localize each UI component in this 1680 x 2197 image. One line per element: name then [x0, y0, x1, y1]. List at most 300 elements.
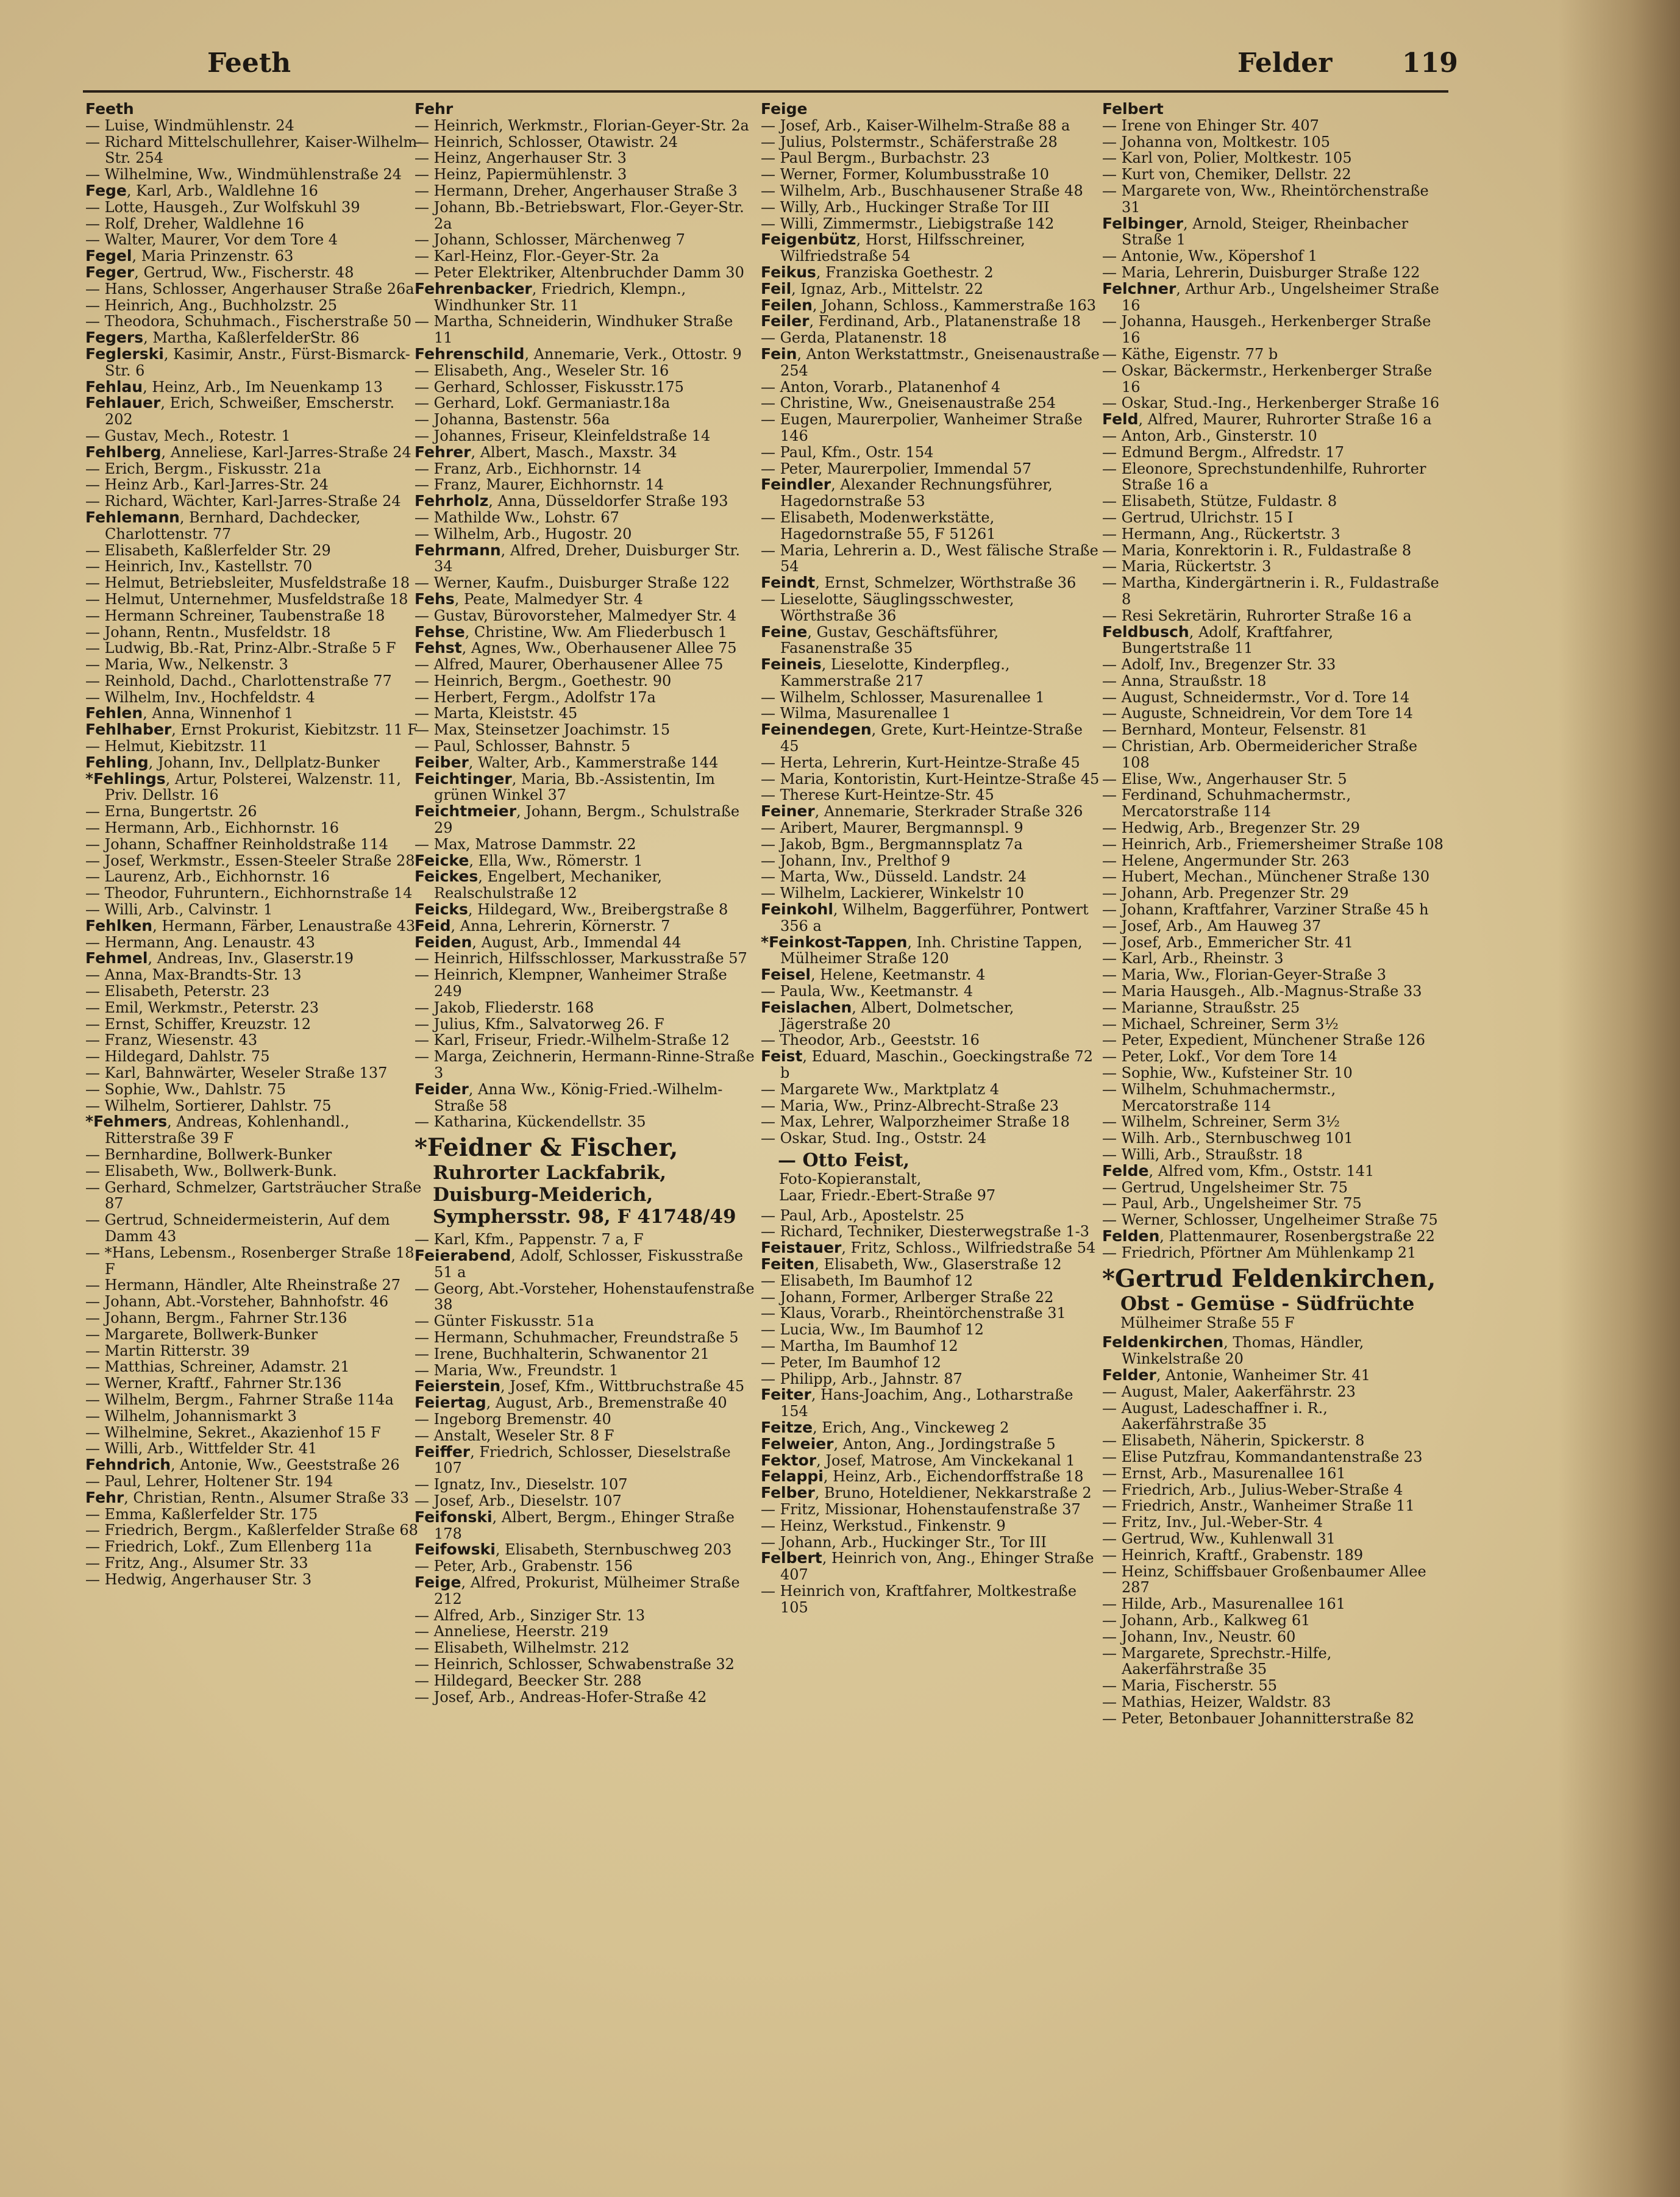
directory-entry: — Wilh. Arb., Sternbuschweg 101 — [1102, 1130, 1353, 1147]
directory-entry: — Adolf, Inv., Bregenzer Str. 33 — [1102, 656, 1336, 674]
entry-surname: Felbinger — [1102, 214, 1184, 232]
directory-entry: — Johann, Former, Arlberger Straße 22 — [761, 1288, 1054, 1306]
directory-entry: — Günter Fiskusstr. 51a — [415, 1312, 594, 1330]
entry-surname: Feicks — [415, 900, 468, 919]
entry-surname: Feige — [761, 101, 808, 118]
directory-entry: — Georg, Abt.-Vorsteher, Hohenstaufenstraße 38 — [415, 1280, 755, 1314]
directory-entry: Feigenbütz, Horst, Hilfsschreiner, Wilfriedstraße 54 — [761, 230, 1025, 265]
directory-entry: — Maria, Kontoristin, Kurt-Heintze-Straße 45 — [761, 770, 1100, 788]
directory-entry: — Wilhelm, Schlosser, Masurenallee 1 — [761, 688, 1045, 706]
entry-surname: Feider — [415, 1080, 469, 1098]
directory-entry: — Josef, Arb., Dieselstr. 107 — [415, 1492, 622, 1509]
directory-entry: Feichtinger, Maria, Bb.-Assistentin, Im grünen Winkel 37 — [415, 769, 715, 804]
entry-surname: Feikus — [761, 263, 816, 281]
entry-surname: Fehrmann — [415, 541, 501, 559]
directory-entry: — Heinrich von, Kraftfahrer, Moltkestraße 105 — [761, 1582, 1077, 1616]
directory-entry: Feldenkirchen, Thomas, Händler, Winkelstraße 20 — [1102, 1333, 1364, 1368]
directory-entry: — Johann, Inv., Prelthof 9 — [761, 852, 951, 869]
directory-entry: — Walter, Maurer, Vor dem Tore 4 — [85, 231, 338, 249]
directory-entry: — Josef, Arb., Andreas-Hofer-Straße 42 — [415, 1688, 707, 1706]
directory-entry: — Martin Ritterstr. 39 — [85, 1342, 250, 1359]
directory-entry: Felchner, Arthur Arb., Ungelsheimer Straße 16 — [1102, 279, 1439, 314]
entry-surname: Feiber — [415, 753, 469, 771]
entry-surname: Felbert — [1102, 101, 1164, 118]
directory-entry: — Elisabeth, Wilhelmstr. 212 — [415, 1639, 630, 1657]
directory-entry: — Mathias, Heizer, Waldstr. 83 — [1102, 1693, 1331, 1711]
directory-entry: Fehrer, Albert, Masch., Maxstr. 34 — [415, 443, 677, 461]
directory-entry: — Matthias, Schreiner, Adamstr. 21 — [85, 1358, 350, 1376]
directory-entry: — Ernst, Arb., Masurenallee 161 — [1102, 1464, 1346, 1482]
directory-entry: — Wilhelm, Sortierer, Dahlstr. 75 — [85, 1097, 332, 1114]
directory-entry: — Gerhard, Lokf. Germaniastr.18a — [415, 394, 671, 412]
directory-entry: — Erna, Bungertstr. 26 — [85, 803, 257, 821]
directory-entry: — Ignatz, Inv., Dieselstr. 107 — [415, 1476, 628, 1494]
directory-entry: — Elisabeth, Näherin, Spickerstr. 8 — [1102, 1432, 1365, 1450]
directory-entry: — Christine, Ww., Gneisenaustraße 254 — [761, 394, 1056, 412]
directory-entry: Feinkohl, Wilhelm, Baggerführer, Pontwert 356 a — [761, 900, 1089, 935]
directory-entry: — Peter, Arb., Grabenstr. 156 — [415, 1558, 633, 1575]
directory-entry: — Heinz Arb., Karl-Jarres-Str. 24 — [85, 476, 329, 494]
directory-entry: — Ludwig, Bb.-Rat, Prinz-Albr.-Straße 5 F — [85, 639, 396, 657]
directory-entry: — Theodor, Arb., Geeststr. 16 — [761, 1031, 980, 1049]
entry-surname: Feindt — [761, 574, 816, 592]
directory-entry: Feige, Alfred, Prokurist, Mülheimer Straße 212 — [415, 1573, 740, 1608]
directory-entry: *Fehmers, Andreas, Kohlenhandl., Ritterstraße 39 F — [85, 1113, 350, 1147]
directory-entry: — Wilma, Masurenallee 1 — [761, 705, 952, 722]
directory-entry: — Heinz, Angerhauser Str. 3 — [415, 149, 627, 167]
directory-entry: — Johann, Bb.-Betriebswart, Flor.-Geyer-Str. 2a — [415, 198, 744, 232]
directory-entry: — Hildegard, Beecker Str. 288 — [415, 1672, 642, 1689]
directory-entry: Feindler, Alexander Rechnungsführer, Hagedornstraße 53 — [761, 475, 1053, 510]
entry-surname: Feindler — [761, 475, 831, 494]
entry-surname: Feiertag — [415, 1394, 486, 1412]
directory-entry: Fegel, Maria Prinzenstr. 63 — [85, 247, 294, 265]
entry-surname: Feldbusch — [1102, 622, 1189, 641]
directory-entry: Feierstein, Josef, Kfm., Wittbruchstraße 45 — [415, 1377, 745, 1395]
column-2 — [415, 101, 756, 2174]
directory-entry: — Johanna von, Moltkestr. 105 — [1102, 133, 1330, 151]
directory-entry: — Helmut, Unternehmer, Musfeldstraße 18 — [85, 590, 408, 608]
directory-entry: — Peter, Betonbauer Johannitterstraße 82 — [1102, 1709, 1415, 1727]
entry-surname: Fehs — [415, 589, 455, 608]
directory-entry: — Anton, Arb., Ginsterstr. 10 — [1102, 427, 1317, 444]
entry-surname: Feglerski — [85, 344, 164, 363]
directory-entry: — Hermann Schreiner, Taubenstraße 18 — [85, 607, 385, 624]
directory-entry: — Antonie, Ww., Köpershof 1 — [1102, 247, 1318, 265]
directory-entry: Fehlau, Heinz, Arb., Im Neuenkamp 13 — [85, 377, 383, 396]
directory-entry: — Elise Putzfrau, Kommandantenstraße 23 — [1102, 1448, 1423, 1465]
directory-entry: — Peter, Lokf., Vor dem Tore 14 — [1102, 1048, 1337, 1066]
advertisement-line: Foto-Kopieranstalt, — [779, 1170, 922, 1188]
directory-entry: Feist, Eduard, Maschin., Goeckingstraße 72 b — [761, 1047, 1093, 1082]
directory-entry: Feld, Alfred, Maurer, Ruhrorter Straße 16 a — [1102, 410, 1432, 429]
directory-entry: Feldbusch, Adolf, Kraftfahrer, Bungertstraße 11 — [1102, 622, 1334, 657]
directory-entry: Feiffer, Friedrich, Schlosser, Dieselstraße 107 — [415, 1442, 731, 1477]
directory-entry: — Heinrich, Kraftf., Grabenstr. 189 — [1102, 1546, 1364, 1564]
entry-surname: Fehst — [415, 639, 462, 657]
advertisement-title: *Gertrud Feldenkirchen, — [1102, 1264, 1436, 1293]
directory-entry: Feider, Anna Ww., König-Fried.-Wilhelm-Straße 58 — [415, 1080, 723, 1114]
directory-entry: — Philipp, Arb., Jahnstr. 87 — [761, 1370, 963, 1387]
directory-entry: Fehrenschild, Annemarie, Verk., Ottostr. 9 — [415, 344, 742, 363]
entry-surname: *Fehmers — [85, 1113, 168, 1131]
advertisement-line: Obst - Gemüse - Südfrüchte — [1120, 1292, 1415, 1315]
directory-entry: — Edmund Bergm., Alfredstr. 17 — [1102, 443, 1345, 461]
directory-entry: — Reinhold, Dachd., Charlottenstraße 77 — [85, 672, 392, 689]
directory-entry: — Kurt von, Chemiker, Dellstr. 22 — [1102, 166, 1351, 183]
directory-entry: — Anneliese, Heerstr. 219 — [415, 1623, 609, 1640]
directory-entry: — Elisabeth, Modenwerkstätte, Hagedornstraße 55, F 51261 — [761, 508, 996, 543]
running-head-left: Feeth — [207, 48, 291, 79]
directory-entry: — Gerhard, Schlosser, Fiskusstr.175 — [415, 378, 684, 396]
directory-entry: Felbert, Heinrich von, Ang., Ehinger Straße 407 — [761, 1549, 1094, 1584]
directory-entry: — Peter Elektriker, Altenbruchder Damm 30 — [415, 263, 744, 281]
directory-entry: — Franz, Maurer, Eichhornstr. 14 — [415, 476, 664, 494]
directory-entry: Fehrholz, Anna, Düsseldorfer Straße 193 — [415, 492, 728, 510]
directory-entry: — Maria Hausgeh., Alb.-Magnus-Straße 33 — [1102, 983, 1422, 1000]
directory-entry: — Wilhelmine, Sekret., Akazienhof 15 F — [85, 1423, 381, 1441]
column-3 — [761, 101, 1102, 2174]
directory-entry: — Hedwig, Arb., Bregenzer Str. 29 — [1102, 819, 1361, 837]
entry-surname: Feichtmeier — [415, 802, 517, 821]
directory-entry: — Jakob, Bgm., Bergmannsplatz 7a — [761, 835, 1023, 853]
directory-entry: Feitze, Erich, Ang., Vinckeweg 2 — [761, 1418, 1009, 1436]
entry-surname: Feinkohl — [761, 900, 833, 919]
directory-entry: — Klaus, Vorarb., Rheintörchenstraße 31 — [761, 1305, 1066, 1322]
entry-surname: Feist — [761, 1047, 803, 1066]
directory-entry: Felden, Plattenmaurer, Rosenbergstraße 22 — [1102, 1227, 1435, 1245]
directory-entry: — Peter, Im Baumhof 12 — [761, 1353, 941, 1371]
directory-entry: — Wilhelm, Lackierer, Winkelstr 10 — [761, 885, 1024, 902]
directory-entry: — Elisabeth, Kaßlerfelder Str. 29 — [85, 541, 331, 559]
directory-entry: Feilen, Johann, Schloss., Kammerstraße 163 — [761, 296, 1097, 314]
directory-entry: — Maria, Lehrerin, Duisburger Straße 122 — [1102, 263, 1420, 281]
directory-entry: — Paul, Schlosser, Bahnstr. 5 — [415, 738, 630, 755]
advertisement-title: — Otto Feist, — [778, 1150, 910, 1171]
advertisement-line: Duisburg-Meiderich, — [433, 1184, 653, 1206]
entry-surname: Fegel — [85, 247, 132, 265]
directory-entry: — Heinrich, Inv., Kastellstr. 70 — [85, 558, 313, 575]
directory-entry: — Martha, Kindergärtnerin i. R., Fuldastraße 8 — [1102, 574, 1439, 608]
directory-entry: — Friedrich, Anstr., Wanheimer Straße 11 — [1102, 1497, 1415, 1515]
entry-surname: Feine — [761, 622, 808, 641]
directory-entry: — Johann, Kraftfahrer, Varziner Straße 45 h — [1102, 901, 1429, 919]
entry-surname: Feisel — [761, 966, 811, 984]
directory-entry — [1102, 101, 1443, 118]
directory-entry: Feickes, Engelbert, Mechaniker, Realschulstraße 12 — [415, 867, 662, 902]
entry-surname: Fehrenbacker — [415, 279, 532, 297]
directory-entry: — Richard, Wächter, Karl-Jarres-Straße 24 — [85, 493, 401, 510]
directory-entry: — August, Ladeschaffner i. R., Aakerfährstraße 35 — [1102, 1399, 1328, 1433]
header-rule — [83, 90, 1448, 93]
directory-entry: Feicks, Hildegard, Ww., Breibergstraße 8 — [415, 900, 728, 919]
directory-entry: — Johann, Arb. Pregenzer Str. 29 — [1102, 885, 1349, 902]
entry-surname: Feld — [1102, 410, 1139, 429]
entry-surname: Feislachen — [761, 998, 852, 1016]
entry-surname: Fehlken — [85, 916, 153, 935]
directory-entry: Feiler, Ferdinand, Arb., Platanenstraße 18 — [761, 312, 1081, 330]
directory-entry: Fehrmann, Alfred, Dreher, Duisburger Str. 34 — [415, 541, 740, 575]
directory-entry: — Rolf, Dreher, Waldlehne 16 — [85, 215, 304, 232]
book-spine-shadow — [1558, 0, 1680, 2197]
entry-surname: Feitze — [761, 1418, 813, 1436]
entry-surname: Feeth — [85, 101, 134, 118]
entry-surname: Feifowski — [415, 1540, 496, 1559]
directory-entry: Fege, Karl, Arb., Waldlehne 16 — [85, 181, 318, 199]
directory-entry: — Anna, Max-Brandts-Str. 13 — [85, 966, 302, 984]
directory-entry: Feid, Anna, Lehrerin, Körnerstr. 7 — [415, 916, 671, 935]
directory-entry: Feiten, Elisabeth, Ww., Glaserstraße 12 — [761, 1255, 1062, 1273]
directory-entry: — Maria, Rückertstr. 3 — [1102, 558, 1272, 575]
directory-entry: — Paul, Lehrer, Holtener Str. 194 — [85, 1472, 333, 1490]
directory-entry: — Franz, Arb., Eichhornstr. 14 — [415, 460, 641, 477]
directory-entry: — Maria, Lehrerin a. D., West fälische Straße 54 — [761, 541, 1098, 575]
entry-surname: Felweier — [761, 1434, 834, 1453]
directory-entry: — Heinrich, Bergm., Goethestr. 90 — [415, 672, 672, 689]
directory-entry: — Max, Matrose Dammstr. 22 — [415, 835, 636, 853]
directory-entry — [85, 101, 427, 118]
directory-entry: — Resi Sekretärin, Ruhrorter Straße 16 a — [1102, 607, 1412, 624]
directory-entry: Fehse, Christine, Ww. Am Fliederbusch 1 — [415, 622, 727, 641]
directory-entry: Feislachen, Albert, Dolmetscher, Jägerstraße 20 — [761, 998, 1014, 1033]
entry-surname: Fehmel — [85, 949, 148, 967]
directory-entry: — *Hans, Lebensm., Rosenberger Straße 18 F — [85, 1244, 415, 1278]
directory-entry: — Gertrud, Ww., Kuhlenwall 31 — [1102, 1529, 1336, 1547]
directory-entry: — Willi, Zimmermstr., Liebigstraße 142 — [761, 215, 1055, 232]
directory-entry: Feicke, Ella, Ww., Römerstr. 1 — [415, 851, 643, 869]
directory-entry: — Hermann, Arb., Eichhornstr. 16 — [85, 819, 340, 837]
directory-entry: Feger, Gertrud, Ww., Fischerstr. 48 — [85, 263, 354, 281]
directory-entry: — Martha, Im Baumhof 12 — [761, 1337, 958, 1355]
directory-entry: — Max, Steinsetzer Joachimstr. 15 — [415, 721, 671, 739]
entry-surname: Feiden — [415, 933, 472, 951]
directory-entry: — Gertrud, Schneidermeisterin, Auf dem Damm 43 — [85, 1211, 390, 1245]
directory-entry: — Wilhelm, Schuhmachermstr., Mercatorstraße 114 — [1102, 1080, 1336, 1114]
entry-surname: Feinendegen — [761, 721, 872, 739]
directory-entry: — Heinrich, Klempner, Wanheimer Straße 249 — [415, 966, 727, 1000]
directory-entry: — Karl, Bahnwärter, Weseler Straße 137 — [85, 1064, 388, 1082]
directory-entry: Fehlauer, Erich, Schweißer, Emscherstr. 202 — [85, 394, 395, 429]
directory-entry: — Richard Mittelschullehrer, Kaiser-Wilhelm-Str. 254 — [85, 133, 422, 167]
directory-entry: — Aribert, Maurer, Bergmannspl. 9 — [761, 819, 1023, 837]
directory-entry: — Erich, Bergm., Fiskusstr. 21a — [85, 460, 321, 477]
directory-entry: — Anstalt, Weseler Str. 8 F — [415, 1426, 614, 1444]
directory-entry: — Fritz, Missionar, Hohenstaufenstraße 37 — [761, 1500, 1081, 1518]
directory-entry: — Paul, Kfm., Ostr. 154 — [761, 443, 934, 461]
advertisement-line: Symphersstr. 98, F 41748/49 — [433, 1206, 736, 1228]
directory-entry: — Martha, Schneiderin, Windhuker Straße 11 — [415, 313, 733, 347]
directory-entry: — Irene von Ehinger Str. 407 — [1102, 116, 1319, 134]
directory-entry: — Theodor, Fuhruntern., Eichhornstraße 14 — [85, 885, 413, 902]
directory-entry — [761, 101, 1102, 118]
directory-entry: — Margarete, Bollwerk-Bunker — [85, 1325, 318, 1343]
entry-surname: Fehlemann — [85, 508, 180, 526]
directory-entry: — Heinrich, Arb., Friemersheimer Straße 108 — [1102, 835, 1443, 853]
entry-surname: Fehlen — [85, 704, 143, 722]
directory-entry: — Gerda, Platanenstr. 18 — [761, 329, 947, 347]
directory-entry: — Helene, Angermunder Str. 263 — [1102, 852, 1350, 869]
entry-surname: Feickes — [415, 867, 479, 886]
entry-surname: Felder — [1102, 1366, 1156, 1384]
directory-entry: — Gerhard, Schmelzer, Gartsträucher Straße 87 — [85, 1178, 422, 1212]
directory-entry: — Jakob, Fliederstr. 168 — [415, 999, 594, 1016]
directory-entry: — Karl, Friseur, Friedr.-Wilhelm-Straße 12 — [415, 1031, 730, 1049]
directory-entry: — Herta, Lehrerin, Kurt-Heintze-Straße 45 — [761, 753, 1080, 771]
directory-entry: — Luise, Windmühlenstr. 24 — [85, 116, 294, 134]
directory-entry: Fegers, Martha, KaßlerfelderStr. 86 — [85, 329, 360, 347]
directory-entry: — Elisabeth, Stütze, Fuldastr. 8 — [1102, 493, 1337, 510]
directory-entry: — August, Schneidermstr., Vor d. Tore 14 — [1102, 688, 1410, 706]
advertisement-entry — [761, 1150, 1102, 1204]
directory-entry: — Eugen, Maurerpolier, Wanheimer Straße 146 — [761, 411, 1083, 444]
page-number: 119 — [1402, 48, 1458, 79]
directory-entry: — Karl, Kfm., Pappenstr. 7 a, F — [415, 1231, 644, 1248]
directory-entry: — Marga, Zeichnerin, Hermann-Rinne-Straße 3 — [415, 1048, 755, 1082]
directory-entry: Fehr, Christian, Rentn., Alsumer Straße 33 — [85, 1488, 409, 1506]
directory-entry: — Hans, Schlosser, Angerhauser Straße 26a — [85, 280, 415, 297]
entry-surname: Feicke — [415, 851, 469, 869]
directory-entry: — Werner, Kaufm., Duisburger Straße 122 — [415, 574, 730, 592]
directory-entry: — Heinz, Papiermühlenstr. 3 — [415, 166, 627, 183]
directory-entry: Feinendegen, Grete, Kurt-Heintze-Straße 45 — [761, 721, 1083, 755]
directory-entry: Fehlberg, Anneliese, Karl-Jarres-Straße 24 — [85, 443, 411, 461]
directory-entry: — Helmut, Kiebitzstr. 11 — [85, 738, 268, 755]
directory-entry: Fehlen, Anna, Winnenhof 1 — [85, 704, 294, 722]
advertisement-line: Ruhrorter Lackfabrik, — [433, 1162, 667, 1184]
directory-entry: Felde, Alfred vom, Kfm., Oststr. 141 — [1102, 1161, 1375, 1180]
directory-entry: — Christian, Arb. Obermeidericher Straße 108 — [1102, 738, 1418, 771]
entry-surname: Fehrer — [415, 443, 471, 461]
directory-entry: — Josef, Arb., Kaiser-Wilhelm-Straße 88 a — [761, 116, 1070, 134]
directory-entry: Fein, Anton Werkstattmstr., Gneisenaustraße 254 — [761, 344, 1100, 379]
directory-entry: *Fehlings, Artur, Polsterei, Walzenstr. 11, Priv. Dellstr. 16 — [85, 769, 402, 804]
entry-surname: Fehrholz — [415, 492, 489, 510]
entry-surname: Feiter — [761, 1386, 811, 1404]
directory-entry: Feifowski, Elisabeth, Sternbuschweg 203 — [415, 1540, 732, 1559]
directory-entry: — Lucia, Ww., Im Baumhof 12 — [761, 1321, 984, 1339]
directory-entry: — Maria, Ww., Freundstr. 1 — [415, 1361, 619, 1379]
directory-entry: — Elisabeth, Peterstr. 23 — [85, 983, 270, 1000]
directory-entry: — Karl, Arb., Rheinstr. 3 — [1102, 950, 1284, 967]
entry-surname: Felchner — [1102, 279, 1176, 297]
entry-surname: Feigenbütz — [761, 230, 856, 249]
directory-entry: — Johann, Arb., Huckinger Str., Tor III — [761, 1533, 1047, 1551]
directory-entry: Fehrenbacker, Friedrich, Klempn., Windhunker Str. 11 — [415, 279, 686, 314]
directory-entry: — Johannes, Friseur, Kleinfeldstraße 14 — [415, 427, 711, 444]
directory-entry: — Johann, Rentn., Musfeldstr. 18 — [85, 623, 331, 641]
directory-entry: — Laurenz, Arb., Eichhornstr. 16 — [85, 868, 330, 886]
directory-entry: — Willi, Arb., Calvinstr. 1 — [85, 901, 273, 919]
directory-entry: — Wilhelm, Schreiner, Serm 3½ — [1102, 1113, 1340, 1131]
directory-entry: — Friedrich, Pförtner Am Mühlenkamp 21 — [1102, 1244, 1417, 1261]
directory-entry: — Heinz, Schiffsbauer Großenbaumer Allee 287 — [1102, 1562, 1426, 1597]
directory-entry: — Oskar, Stud. Ing., Oststr. 24 — [761, 1130, 987, 1147]
directory-entry: — Bernhard, Monteur, Felsenstr. 81 — [1102, 721, 1368, 739]
directory-entry: — Josef, Werkmstr., Essen-Steeler Straße 28 — [85, 852, 415, 869]
entry-surname: Feldenkirchen — [1102, 1333, 1224, 1351]
directory-entry: — Emma, Kaßlerfelder Str. 175 — [85, 1505, 318, 1523]
directory-entry: — Margarete, Sprechstr.-Hilfe, Aakerfährstraße 35 — [1102, 1644, 1332, 1678]
directory-entry: — Hermann, Schuhmacher, Freundstraße 5 — [415, 1328, 739, 1346]
directory-entry: *Feinkost-Tappen, Inh. Christine Tappen, Mülheimer Straße 120 — [761, 933, 1083, 967]
entry-surname: Feierabend — [415, 1247, 511, 1264]
directory-entry: — Maria, Ww., Florian-Geyer-Straße 3 — [1102, 966, 1386, 984]
directory-entry: — Sophie, Ww., Dahlstr. 75 — [85, 1080, 287, 1098]
directory-entry: — Heinrich, Schlosser, Schwabenstraße 32 — [415, 1655, 735, 1673]
directory-entry: — Wilhelmine, Ww., Windmühlenstraße 24 — [85, 166, 402, 183]
directory-entry: — Hildegard, Dahlstr. 75 — [85, 1048, 270, 1066]
directory-entry: — Ferdinand, Schuhmachermstr., Mercatorstraße 114 — [1102, 786, 1351, 821]
entry-surname: Fehlauer — [85, 394, 161, 412]
directory-entry: — Elise, Ww., Angerhauser Str. 5 — [1102, 770, 1347, 788]
directory-entry: — Hermann, Dreher, Angerhauser Straße 3 — [415, 182, 738, 199]
directory-entry: — Karl-Heinz, Flor.-Geyer-Str. 2a — [415, 247, 660, 265]
directory-entry: — August, Maler, Aakerfährstr. 23 — [1102, 1383, 1356, 1400]
directory-entry: — Wilhelm, Bergm., Fahrner Straße 114a — [85, 1390, 394, 1408]
entry-surname: Fehling — [85, 753, 149, 771]
directory-entry: — Werner, Former, Kolumbusstraße 10 — [761, 166, 1049, 183]
directory-entry: Felbinger, Arnold, Steiger, Rheinbacher Straße 1 — [1102, 214, 1409, 249]
directory-entry: — Julius, Kfm., Salvatorweg 26. F — [415, 1015, 664, 1033]
directory-entry: — Heinz, Werkstud., Finkenstr. 9 — [761, 1517, 1006, 1534]
directory-entry: — Willy, Arb., Huckinger Straße Tor III — [761, 198, 1050, 216]
directory-entry: — Hubert, Mechan., Münchener Straße 130 — [1102, 868, 1430, 886]
directory-entry: — Fritz, Ang., Alsumer Str. 33 — [85, 1554, 308, 1572]
directory-entry: — Paul Bergm., Burbachstr. 23 — [761, 149, 990, 167]
directory-entry: — Friedrich, Lokf., Zum Ellenberg 11a — [85, 1538, 372, 1556]
directory-entry: — Maria, Ww., Prinz-Albrecht-Straße 23 — [761, 1097, 1059, 1114]
directory-entry: — Therese Kurt-Heintze-Str. 45 — [761, 786, 994, 804]
entry-surname: Feichtinger — [415, 769, 512, 788]
entry-surname: Felde — [1102, 1161, 1149, 1180]
entry-surname: Fehlau — [85, 377, 143, 396]
directory-entry: — Anton, Vorarb., Platanenhof 4 — [761, 378, 1001, 396]
directory-entry: — Käthe, Eigenstr. 77 b — [1102, 345, 1278, 363]
column-4 — [1102, 101, 1443, 2174]
directory-entry: — Sophie, Ww., Kufsteiner Str. 10 — [1102, 1064, 1353, 1082]
directory-entry: — Marta, Kleiststr. 45 — [415, 705, 578, 722]
entry-surname: Fehndrich — [85, 1456, 171, 1474]
directory-entry: — Johann, Schlosser, Märchenweg 7 — [415, 231, 685, 249]
directory-entry: Felber, Bruno, Hoteldiener, Nekkarstraße 2 — [761, 1484, 1092, 1502]
entry-surname: Felden — [1102, 1227, 1160, 1245]
directory-entry — [415, 101, 756, 118]
directory-entry: — Gustav, Mech., Rotestr. 1 — [85, 427, 291, 444]
advertisement-line: Laar, Friedr.-Ebert-Straße 97 — [779, 1186, 996, 1204]
directory-entry: Felder, Antonie, Wanheimer Str. 41 — [1102, 1366, 1370, 1384]
directory-entry: — Heinrich, Ang., Buchholzstr. 25 — [85, 296, 338, 314]
directory-entry: — Friedrich, Arb., Julius-Weber-Straße 4 — [1102, 1481, 1403, 1498]
directory-entry: Feglerski, Kasimir, Anstr., Fürst-Bismarck-Str. 6 — [85, 344, 410, 379]
entry-surname: Feineis — [761, 655, 822, 674]
directory-entry: — Franz, Wiesenstr. 43 — [85, 1031, 258, 1049]
entry-surname: Fege — [85, 181, 127, 199]
directory-entry: — Oskar, Bäckermstr., Herkenberger Straße 16 — [1102, 361, 1433, 396]
entry-surname: Feiffer — [415, 1442, 471, 1461]
directory-entry: Fehs, Peate, Malmedyer Str. 4 — [415, 589, 643, 608]
directory-entry: Feiden, August, Arb., Immendal 44 — [415, 933, 682, 951]
directory-entry: — Fritz, Inv., Jul.-Weber-Str. 4 — [1102, 1514, 1323, 1531]
directory-entry: — Bernhardine, Bollwerk-Bunker — [85, 1146, 332, 1163]
advertisement-entry — [415, 1134, 756, 1228]
entry-surname: Fehrenschild — [415, 344, 525, 363]
directory-entry: — Margarete von, Ww., Rheintörchenstraße 31 — [1102, 182, 1429, 216]
directory-entry: Feifonski, Albert, Bergm., Ehinger Straße 178 — [415, 1508, 735, 1542]
directory-entry: — Johann, Inv., Neustr. 60 — [1102, 1628, 1296, 1645]
entry-surname: Fektor — [761, 1451, 817, 1469]
directory-entry: — Johann, Abt.-Vorsteher, Bahnhofstr. 46 — [85, 1293, 389, 1311]
directory-entry: — Willi, Arb., Straußstr. 18 — [1102, 1146, 1303, 1163]
